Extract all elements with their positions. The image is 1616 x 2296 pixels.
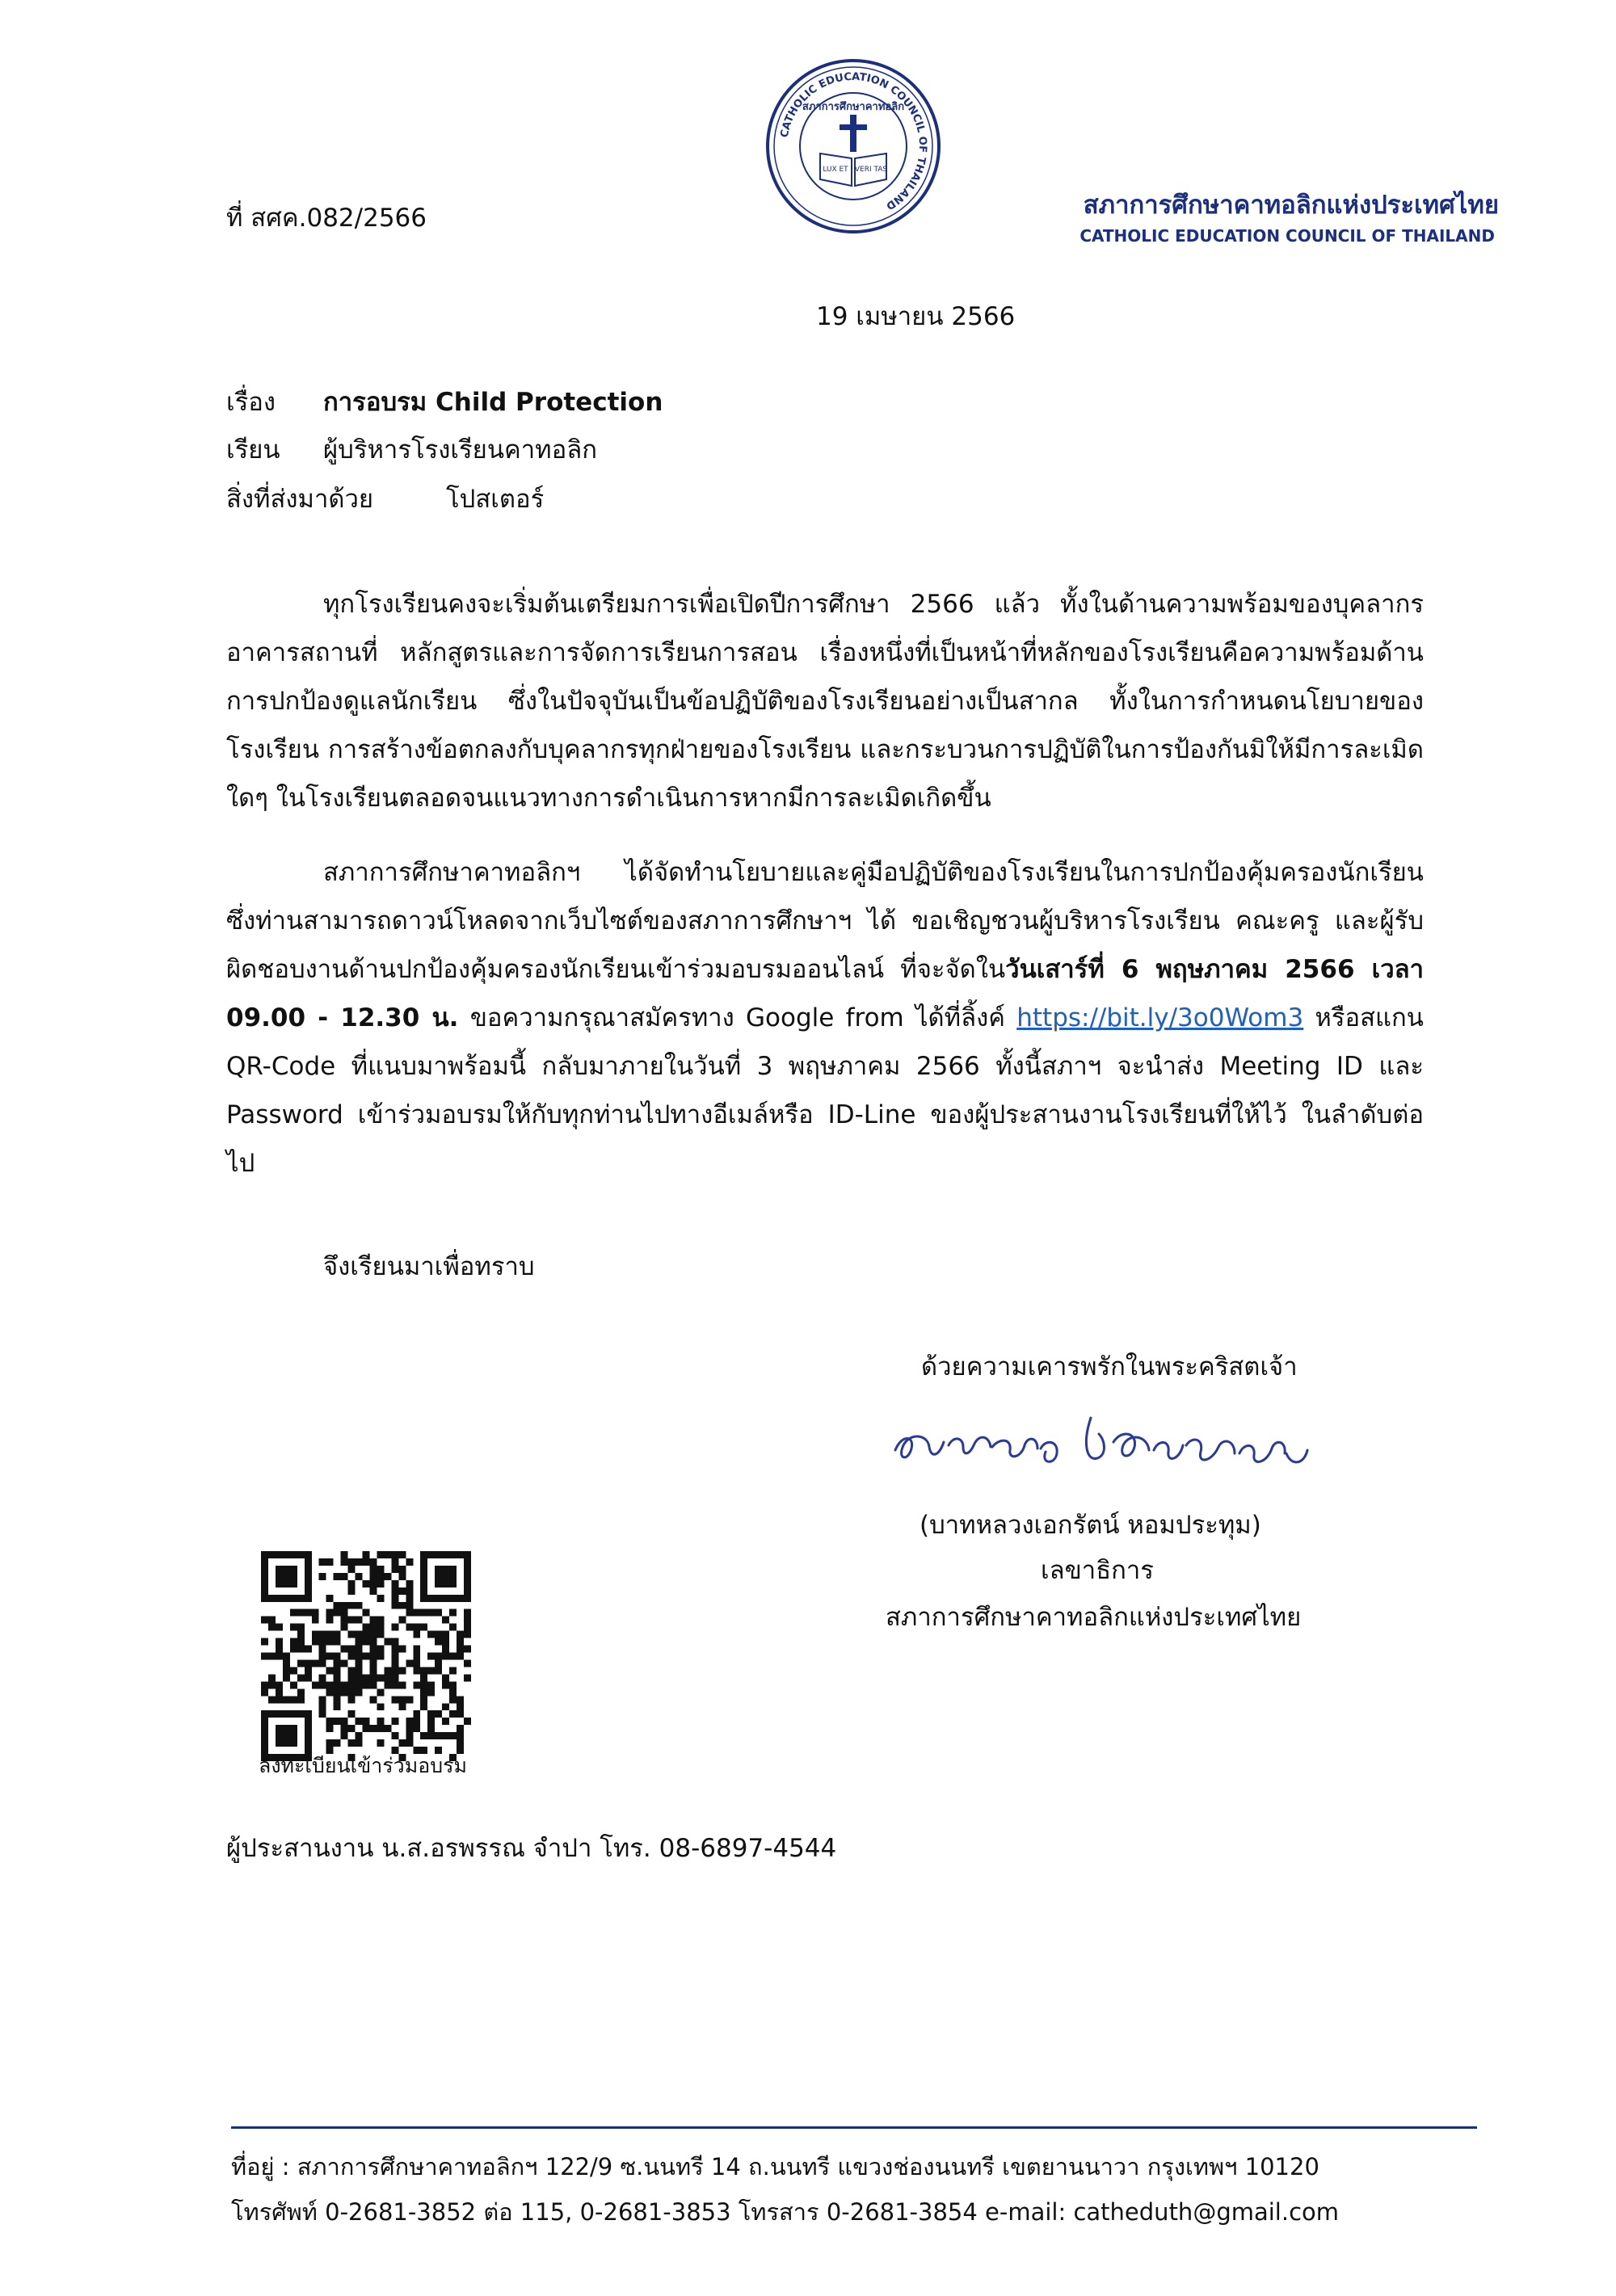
recipient-value: ผู้บริหารโรงเรียนคาทอลิก xyxy=(323,435,597,465)
org-name-thai: สภาการศึกษาคาทอลิกแห่งประเทศไทย xyxy=(1083,191,1499,220)
document-number: ที่ สศค.082/2566 xyxy=(226,204,427,233)
qr-caption: ลงทะเบียนเข้าร่วมอบรม xyxy=(259,1754,467,1777)
subject-label: เรื่อง xyxy=(226,388,276,417)
enclosure-value: โปสเตอร์ xyxy=(446,485,545,514)
org-name-english: CATHOLIC EDUCATION COUNCIL OF THAILAND xyxy=(1079,226,1495,246)
handwritten-signature xyxy=(879,1394,1332,1482)
subject-value: การอบรม Child Protection xyxy=(323,388,663,417)
coordinator-contact: ผู้ประสานงาน น.ส.อรพรรณ จำปา โทร. 08-6897-4544 xyxy=(226,1834,837,1863)
document-date: 19 เมษายน 2566 xyxy=(816,302,1016,331)
registration-link[interactable]: https://bit.ly/3o0Wom3 xyxy=(1016,1003,1304,1032)
signer-organization: สภาการศึกษาคาทอลิกแห่งประเทศไทย xyxy=(886,1603,1302,1632)
svg-text:CATHOLIC EDUCATION COUNCIL OF: CATHOLIC EDUCATION COUNCIL OF THAILAND xyxy=(778,70,929,212)
enclosure-label: สิ่งที่ส่งมาด้วย xyxy=(226,485,374,514)
recipient-label: เรียน xyxy=(226,435,280,465)
svg-text:LUX ET: LUX ET xyxy=(823,166,848,174)
signer-title: เลขาธิการ xyxy=(1041,1556,1154,1585)
body-paragraph-1: ทุกโรงเรียนคงจะเริ่มต้นเตรียมการเพื่อเปิดปีการศึกษา 2566 แล้ว ทั้งในด้านความพร้อมของบุคลากร อาคารสถานที่ หลักสูตรและการจัดการเรียนการสอน เรื่องหนึ่งที่เป็นหน้าที่หลักของโรงเรียนคือความพร้อมด้านการปกป้องดูแลนักเรียน ซึ่งในปัจจุบันเป็นข้อปฏิบัติของโรงเรียนอย่างเป็นสากล ทั้งในการกำหนดนโยบายของโรงเรียน การสร้างข้อตกลงกับบุคลากรทุกฝ่ายของโรงเรียน และกระบวนการปฏิบัติในการป้องกันมิให้มีการละเมิดใดๆ ในโรงเรียนตลอดจนแนวทางการดำเนินการหากมีการละเมิดเกิดขึ้น xyxy=(226,590,1424,813)
closing-line: จึงเรียนมาเพื่อทราบ xyxy=(323,1252,535,1281)
footer-divider xyxy=(231,2126,1477,2129)
svg-text:สภาการศึกษาคาทอลิก: สภาการศึกษาคาทอลิก xyxy=(802,101,905,113)
paragraph-2-text-b: ขอความกรุณาสมัครทาง Google from ได้ที่ลิ้งค์ xyxy=(458,1003,1017,1032)
paragraph-2-text-c: หรือสแกน QR-Code ที่แนบมาพร้อมนี้ กลับมาภายในวันที่ 3 พฤษภาคม 2566 ทั้งนี้สภาฯ จะนำส่ง Meeting ID และ Password เข้าร่วมอบรมให้กับทุกท่านไปทางอีเมล์หรือ ID-Line ของผู้ประสานงานโรงเรียนที่ให้ไว้ ในลำดับต่อไป xyxy=(226,1003,1425,1178)
paragraph-2-text-a: สภาการศึกษาคาทอลิกฯ ได้จัดทำนโยบายและคู่มือปฏิบัติของโรงเรียนในการปกป้องคุ้มครองนักเรียน ซึ่งท่านสามารถดาวน์โหลดจากเว็บไซต์ของสภาการศึกษาฯ ได้ ขอเชิญชวนผู้บริหารโรงเรียน คณะครู และผู้รับผิดชอบงานด้านปกป้องคุ้มครองนักเรียนเข้าร่วมอบรมออนไลน์ ที่จะจัดใน xyxy=(226,858,1424,984)
svg-text:VERI TAS: VERI TAS xyxy=(854,166,888,174)
training-date-emphasis: วันเสาร์ที่ 6 พฤษภาคม 2566 เวลา 09.00 - 12.30 น. xyxy=(226,955,1425,1032)
footer-contact: โทรศัพท์ 0-2681-3852 ต่อ 115, 0-2681-3853 โทรสาร 0-2681-3854 e-mail: catheduth@gmail.com xyxy=(231,2198,1340,2226)
body-paragraph-2 xyxy=(226,848,1424,1188)
council-seal-logo xyxy=(764,57,943,236)
regards-line: ด้วยความเคารพรักในพระคริสตเจ้า xyxy=(921,1352,1298,1381)
registration-qr-code[interactable] xyxy=(261,1551,471,1761)
footer-address: ที่อยู่ : สภาการศึกษาคาทอลิกฯ 122/9 ซ.นนทรี 14 ถ.นนทรี แขวงช่องนนทรี เขตยานนาวา กรุงเทพฯ 10120 xyxy=(231,2153,1319,2180)
signer-name: (บาทหลวงเอกรัตน์ หอมประทุม) xyxy=(920,1511,1261,1540)
